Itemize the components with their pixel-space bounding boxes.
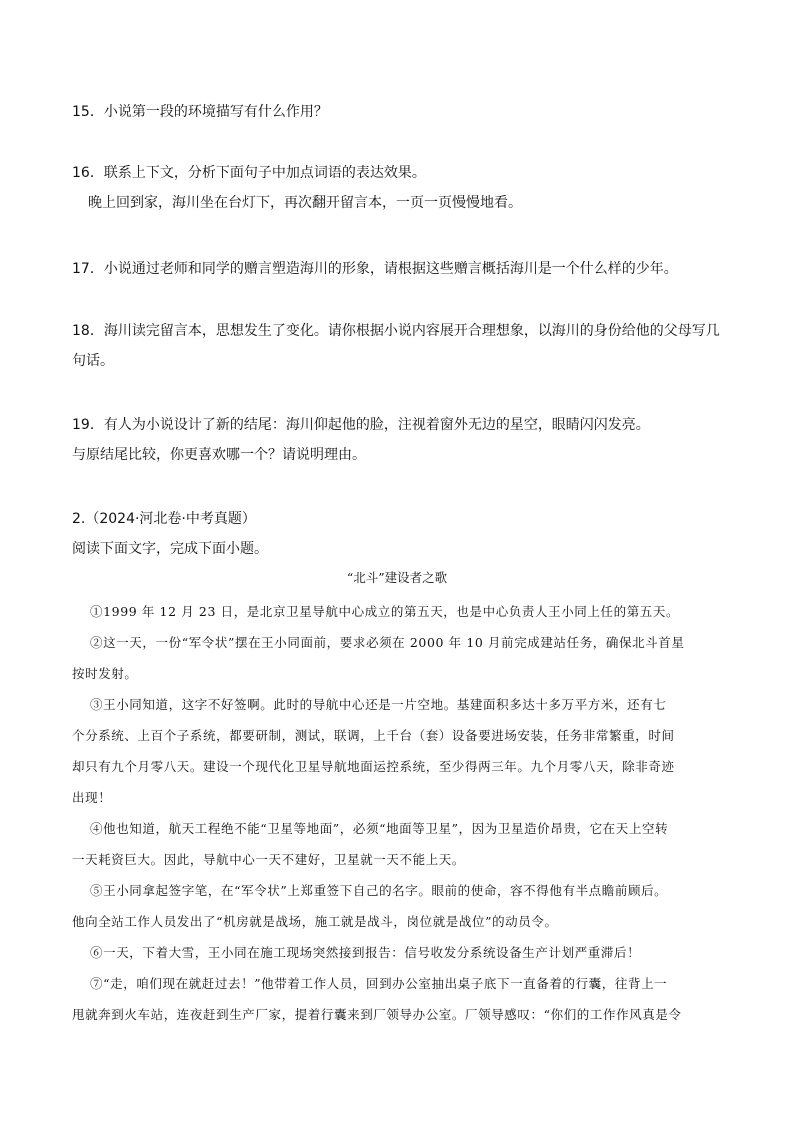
question-19 [72, 410, 732, 470]
passage-line: 按时发射。 [72, 666, 138, 681]
passage-line: ⑥一天，下着大雪，王小同在施工现场突然接到报告：信号收发分系统设备生产计划严重滞后！ [90, 945, 641, 960]
passage-paragraph-1 [72, 596, 732, 627]
question-18-text-line1: 18．海川读完留言本，思想发生了变化。请你根据小说内容展开合理想象，以海川的身份给他的父母写几 [72, 323, 720, 339]
section-2-header: 2.（2024·河北卷·中考真题） [72, 511, 256, 527]
section-2-header-block [72, 504, 732, 564]
question-18-text-line2: 句话。 [72, 353, 114, 369]
passage-paragraph-6 [72, 937, 732, 968]
passage-line: ④他也知道，航天工程绝不能“卫星等地面”，必须“地面等卫星”，因为卫星造价昂贵，它在天上空转 [90, 821, 669, 836]
passage-line: ②这一天，一份“军令状”摆在王小同面前，要求必须在 2000 年 10 月前完成建站任务，确保北斗首星 [90, 635, 685, 650]
question-17 [72, 254, 732, 284]
question-19-text-line2: 与原结尾比较，你更喜欢哪一个？请说明理由。 [72, 447, 366, 463]
passage-line: 一天耗资巨大。因此，导航中心一天不建好，卫星就一天不能上天。 [72, 852, 466, 867]
question-16-text: 16．联系上下文，分析下面句子中加点词语的表达效果。 [72, 165, 426, 181]
passage-title: “北斗”建设者之歌 [346, 570, 448, 585]
question-15 [72, 97, 732, 127]
question-17-text: 17．小说通过老师和同学的赠言塑造海川的形象，请根据这些赠言概括海川是一个什么样的少年。 [72, 261, 678, 277]
question-15-text: 15．小说第一段的环境描写有什么作用？ [72, 104, 328, 120]
question-19-text-line1: 19．有人为小说设计了新的结尾：海川仰起他的脸，注视着窗外无边的星空，眼睛闪闪发亮。 [72, 417, 650, 433]
passage-paragraph-5 [72, 875, 732, 937]
passage-paragraph-2 [72, 627, 732, 689]
passage-line: ③王小同知道，这字不好签啊。此时的导航中心还是一片空地。基建面积多达十多万平方米，还有七 [90, 697, 667, 712]
question-16-sentence: 晚上回到家，海川坐在台灯下，再次翻开留言本，一页一页慢慢地看。 [88, 195, 522, 211]
question-18 [72, 316, 732, 376]
passage-line: ⑤王小同拿起签字笔，在“军令状”上郑重签下自己的名字。眼前的使命，容不得他有半点瞻前顾后。 [90, 883, 668, 898]
reading-instruction: 阅读下面文字，完成下面小题。 [72, 541, 268, 557]
passage-line: ⑦“走，咱们现在就赶过去！”他带着工作人员，回到办公室抽出桌子底下一直备着的行囊，往背上一 [90, 976, 668, 991]
passage-paragraph-3 [72, 689, 732, 813]
passage-line: 出现！ [72, 790, 112, 805]
passage-line: ①1999 年 12 月 23 日，是北京卫星导航中心成立的第五天，也是中心负责人王小同上任的第五天。 [90, 604, 680, 619]
passage-line: 个分系统、上百个子系统，都要研制，测试，联调，上千台（套）设备要进场安装，任务非常繁重，时间 [72, 728, 675, 743]
passage-paragraph-4 [72, 813, 732, 875]
passage-line: 却只有九个月零八天。建设一个现代化卫星导航地面运控系统，至少得两三年。九个月零八天，除非奇迹 [72, 759, 675, 774]
passage-paragraph-7 [72, 968, 732, 1030]
question-16 [72, 158, 732, 218]
passage-line: 甩就奔到火车站，连夜赶到生产厂家，提着行囊来到厂领导办公室。厂领导感叹：“你们的工作作风真是令 [72, 1007, 682, 1022]
passage-line: 他向全站工作人员发出了“机房就是战场，施工就是战斗，岗位就是战位”的动员令。 [72, 914, 558, 929]
reading-passage [72, 596, 732, 1030]
